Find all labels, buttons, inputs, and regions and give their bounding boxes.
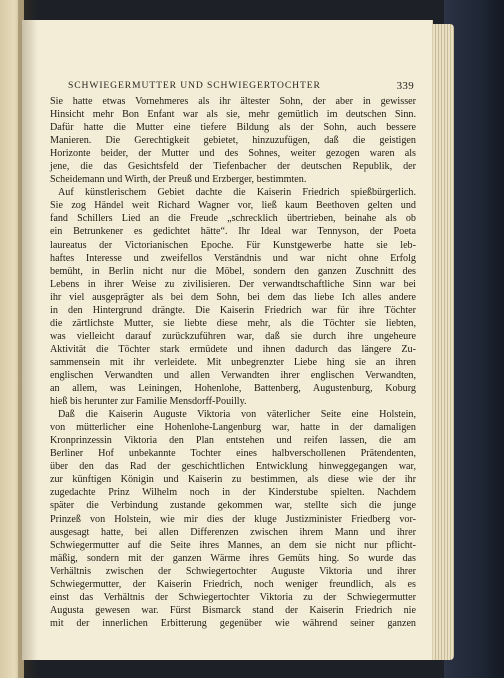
text-line: Prinzeß von Holstein, wie mir dies der kluge Justizminister Friedberg vor- — [50, 513, 416, 525]
text-line: haftes Interesse und zweifellos Verständnis und war nicht ohne Erfolg — [50, 252, 416, 264]
text-line: in den Hintergrund drängte. Die Kaiserin Friedrich war für ihre Töchter — [50, 304, 416, 316]
running-title: SCHWIEGERMUTTER UND SCHWIEGERTOCHTER — [68, 80, 321, 91]
text-line: an allem, was Leiningen, Hohenlohe, Battenberg, Augustenburg, Koburg — [50, 383, 416, 395]
text-line: ausgesagt hatte, bei allen Differenzen zwischen ihrem Mann und ihrer — [50, 526, 416, 538]
text-line: Augusta gewesen war. Fürst Bismarck stand der Kaiserin Friedrich nie — [50, 604, 416, 616]
text-line: Sie zog Händel weit Richard Wagner vor, ließ kaum Beethoven gelten und — [50, 200, 416, 212]
text-line: jene, die das Gesichtsfeld der Tiefenbacher der deutschen Republik, der — [50, 161, 416, 173]
text-line: ihr viel ausgeprägter als bei dem Sohn, bei dem das liebe Ich alles andere — [50, 291, 416, 303]
text-line: Berliner Hof unbekannte Tochter eines halbverschollenen Prätendenten, — [50, 448, 416, 460]
text-line: Manieren. Die Gerechtigkeit gebietet, hinzuzufügen, daß die geistigen — [50, 135, 416, 147]
text-line: hieß bis herunter zur Familie Mensdorff-Pouilly. — [50, 396, 247, 408]
text-line: mäßig, sondern mit der ganzen Wärme ihres Gemüts hing. So wurde das — [50, 552, 416, 564]
gutter-shadow — [18, 0, 38, 678]
text-line: Schwiegermutter, der Kaiserin Friedrich, noch weniger freundlich, als es — [50, 578, 416, 590]
text-line: Auf künstlerischem Gebiet dachte die Kaiserin Friedrich spießbürgerlich. — [58, 187, 416, 199]
text-line: Verhältnis zwischen der Schwiegertochter Auguste Viktoria und ihrer — [50, 565, 416, 577]
text-line: über den das Rad der geschichtlichen Entwicklung hinweggegangen war, — [50, 461, 416, 473]
text-line: Horizonte beider, der Mutter und des Sohnes, weiter gezogen waren als — [50, 148, 416, 160]
text-line: Daß die Kaiserin Auguste Viktoria von väterlicher Seite eine Holstein, — [58, 409, 416, 421]
body-text — [50, 95, 416, 630]
text-line: Scheidemann und Wirth, der Preuß und Erzberger, bestimmten. — [50, 174, 307, 186]
text-line: später die Verbindung zustande gekommen war, stellte sich die junge — [50, 500, 416, 512]
text-line: fand Schillers Lied an die Freude „schrecklich übertrieben, beinahe als ob — [50, 213, 416, 225]
text-line: was vielleicht darauf zurückzuführen war, daß sie durch ihre ungeheure — [50, 330, 416, 342]
text-line: Schwiegermutter auf die Seite ihres Mannes, an dem sie nicht nur pflicht- — [50, 539, 416, 551]
text-line: Sie hatte etwas Vornehmeres als ihr ältester Sohn, der aber in gewisser — [50, 96, 416, 107]
text-line: ein Betrunkener es gedichtet hätte“. Ihr Ideal war Tennyson, der Poeta — [50, 226, 416, 238]
text-line: sammensein mit ihr verleidete. Mit unbegrenzter Liebe hing sie an ihren — [50, 356, 416, 368]
text-line: von mütterlicher eine Hohenlohe-Langenburg war, hatte in der damaligen — [50, 422, 416, 434]
text-line: bemüht, in Berlin nicht nur die Möbel, sondern den ganzen Zuschnitt des — [50, 265, 416, 277]
text-line: Hinsicht mehr Bon Enfant war als sie, mehr gemütlich im deutschen Sinn. — [50, 109, 416, 121]
text-line: englischen Verwandten und allen Verwandten ihrer englischen Verwandten, — [50, 369, 416, 381]
text-line: Kronprinzessin Viktoria den Plan entstehen und reifen lassen, die am — [50, 435, 416, 447]
running-head — [68, 80, 414, 94]
text-line: laureatus der Victorianischen Epoche. Für Kunstgewerbe hatte sie leb- — [50, 239, 416, 251]
text-line: Lebens in ihrer Weise zu zivilisieren. Der verwandtschaftliche Sinn war bei — [50, 278, 416, 290]
text-line: mit der innerlichen Erbitterung gegenüber wie während seiner ganzen — [50, 617, 416, 629]
page-number: 339 — [396, 80, 414, 92]
text-line: zugedachte Prinz Wilhelm noch in der Kinderstube spielten. Nachdem — [50, 487, 416, 499]
text-line: einst das Verhältnis der Schwiegertochter Viktoria zu der Schwiegermutter — [50, 591, 416, 603]
text-line: zur künftigen Königin und Kaiserin zu bestimmen, als diese wie der ihr — [50, 474, 416, 486]
text-line: Aktivität die Töchter stark ermüdete und ihnen dadurch das längere Zu- — [50, 343, 416, 355]
text-line: Dafür hatte die Mutter eine tiefere Bildung als der Sohn, auch bessere — [50, 122, 416, 134]
text-line: die zärtlichste Mutter, sie liebte diese mehr, als die Töchter sie liebten, — [50, 317, 416, 329]
